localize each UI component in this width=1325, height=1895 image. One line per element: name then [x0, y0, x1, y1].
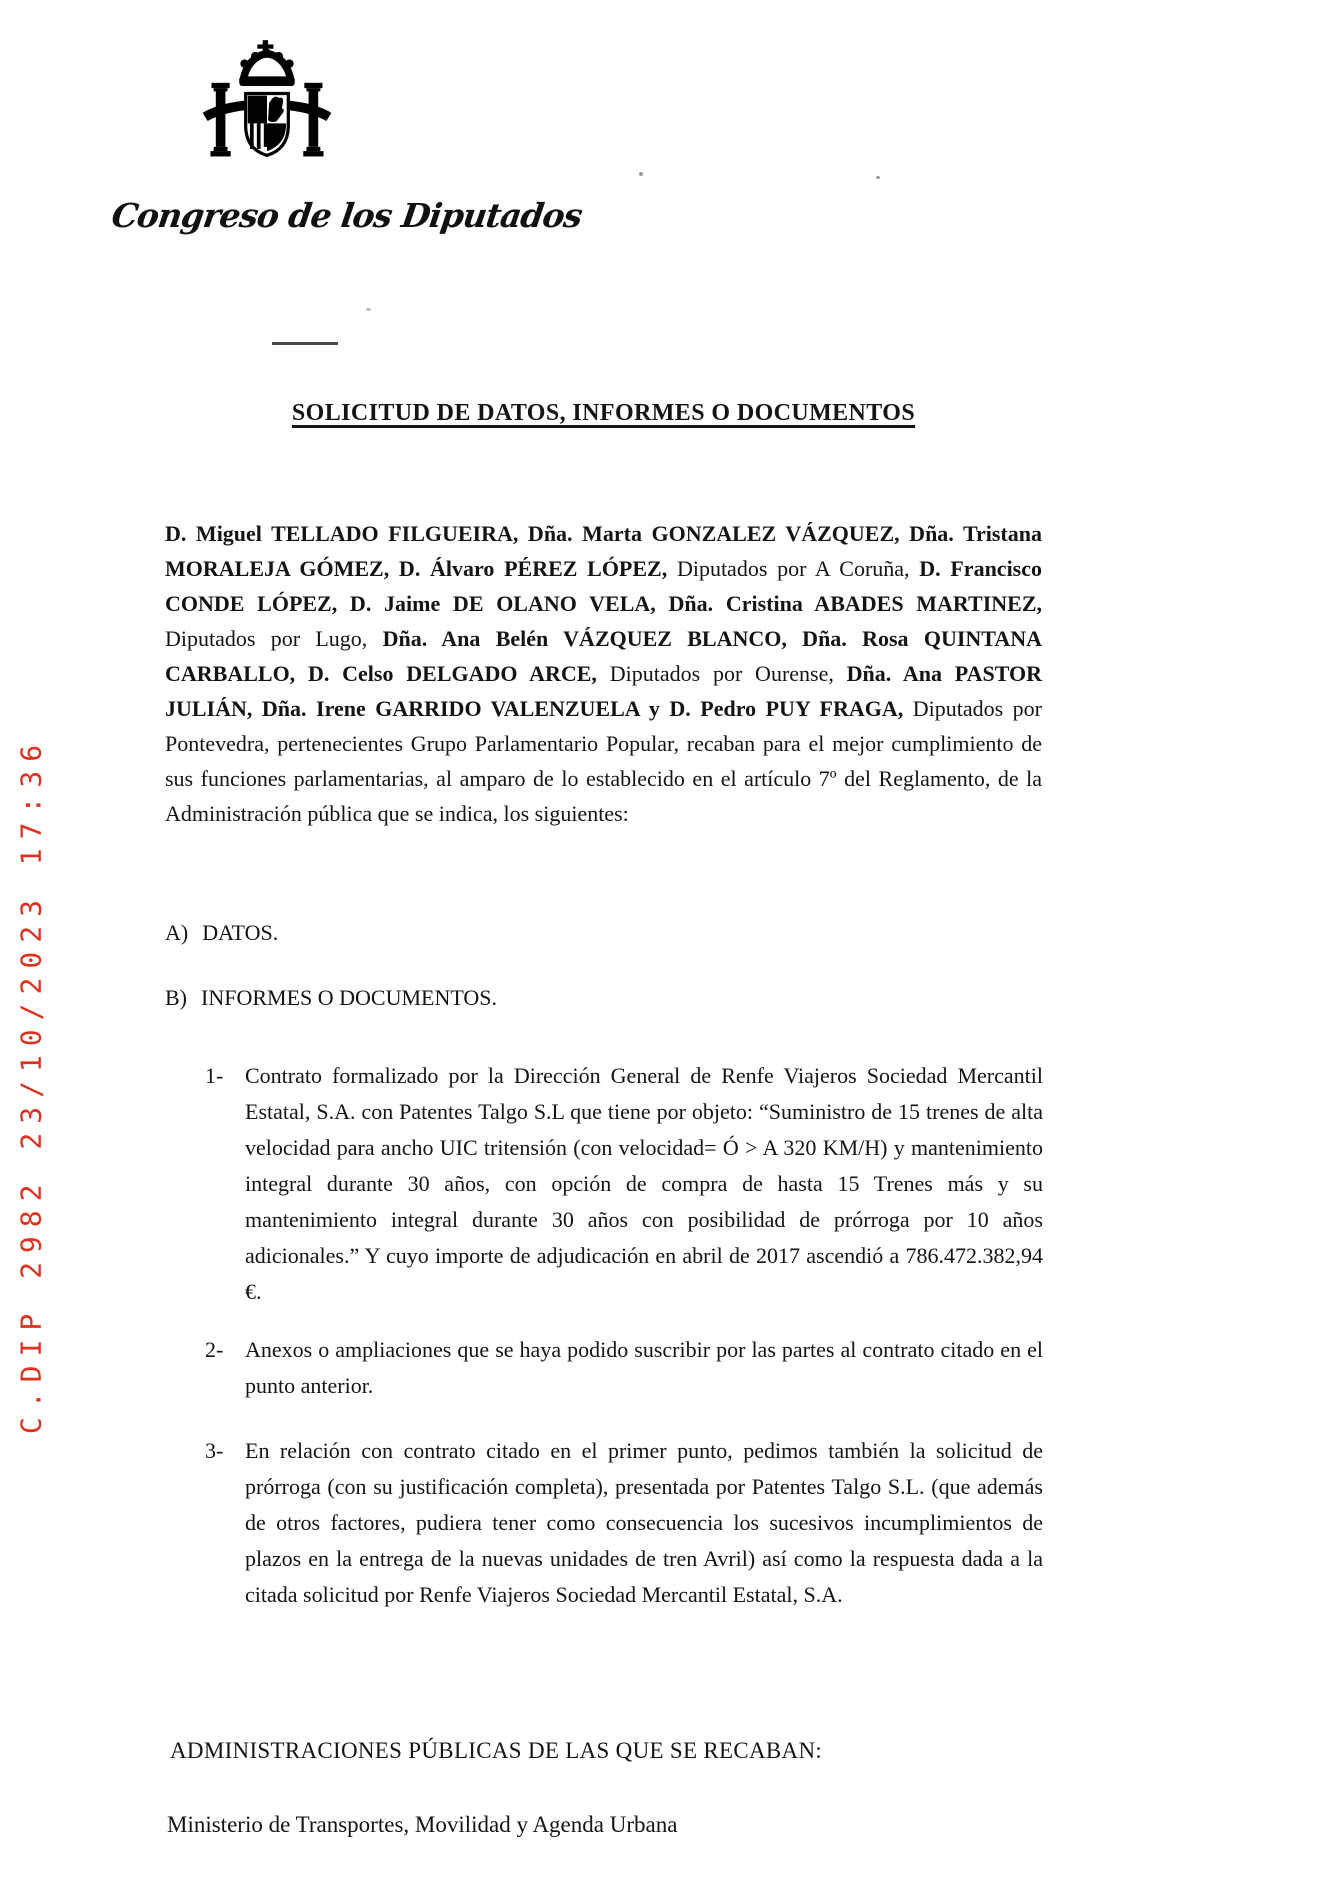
list-item — [205, 1058, 1043, 1310]
item-text: Contrato formalizado por la Dirección General de Renfe Viajeros Sociedad Mercantil Estatal, S.A. con Patentes Talgo S.L que tiene por objeto: “Suministro de 15 trenes de alta velocidad para ancho UIC tritensión (con velocidad= Ó > A 320 KM/H) y mantenimiento integral durante 30 años, con opción de compra de hasta 15 Trenes más y su mantenimiento integral durante 30 años con posibilidad de prórroga por 10 años adicionales.” Y cuyo importe de adjudicación en abril de 2017 ascendió a 786.472.382,94 €. — [245, 1063, 1043, 1304]
section-a — [165, 920, 1042, 946]
item-number: 2- — [205, 1337, 224, 1362]
section-label: A) — [165, 920, 189, 945]
list-item — [205, 1433, 1043, 1613]
page-title — [165, 400, 1042, 427]
header-divider — [272, 342, 338, 345]
list-item — [205, 1332, 1043, 1404]
scan-speck — [876, 176, 880, 179]
page-title-text: SOLICITUD DE DATOS, INFORMES O DOCUMENTOS — [291, 400, 916, 426]
administrations-heading: ADMINISTRACIONES PÚBLICAS DE LAS QUE SE RECABAN: — [170, 1738, 823, 1763]
ministry-line: Ministerio de Transportes, Movilidad y Agenda Urbana — [167, 1812, 678, 1837]
scan-speck — [639, 172, 643, 176]
institution-name: Congreso de los Diputados — [109, 196, 585, 235]
item-number: 1- — [205, 1063, 224, 1088]
item-number: 3- — [205, 1438, 224, 1463]
section-text: INFORMES O DOCUMENTOS. — [201, 985, 498, 1010]
spain-coat-of-arms-icon — [203, 40, 331, 179]
security-stamp: C.DIP 2982 23/10/2023 17:36 — [14, 735, 48, 1435]
section-label: B) — [165, 985, 187, 1010]
intro-paragraph: D. Miguel TELLADO FILGUEIRA, Dña. Marta GONZALEZ VÁZQUEZ, Dña. Tristana MORALEJA GÓMEZ, D. Álvaro PÉREZ LÓPEZ, Diputados por A Coruña, D. Francisco CONDE LÓPEZ, D. Jaime DE OLANO VELA, Dña. Cristina ABADES MARTINEZ, Diputados por Lugo, Dña. Ana Belén VÁZQUEZ BLANCO, Dña. Rosa QUINTANA CARBALLO, D. Celso DELGADO ARCE, Diputados por Ourense, Dña. Ana PASTOR JULIÁN, Dña. Irene GARRIDO VALENZUELA y D. Pedro PUY FRAGA, Diputados por Pontevedra, pertenecientes Grupo Parlamentario Popular, recaban para el mejor cumplimiento de sus funciones parlamentarias, al amparo de lo establecido en el artículo 7º del Reglamento, de la Administración pública que se indica, los siguientes: — [165, 521, 1043, 826]
item-text: Anexos o ampliaciones que se haya podido suscribir por las partes al contrato citado en el punto anterior. — [245, 1337, 1043, 1398]
scan-speck — [366, 308, 371, 311]
section-text: DATOS. — [202, 920, 279, 945]
section-b — [165, 985, 1042, 1011]
item-text: En relación con contrato citado en el primer punto, pedimos también la solicitud de prórroga (con su justificación completa), presentada por Patentes Talgo S.L. (que además de otros factores, pudiera tener como consecuencia los sucesivos incumplimientos de plazos en la entrega de la nuevas unidades de tren Avril) así como la respuesta dada a la citada solicitud por Renfe Viajeros Sociedad Mercantil Estatal, S.A. — [245, 1438, 1043, 1607]
